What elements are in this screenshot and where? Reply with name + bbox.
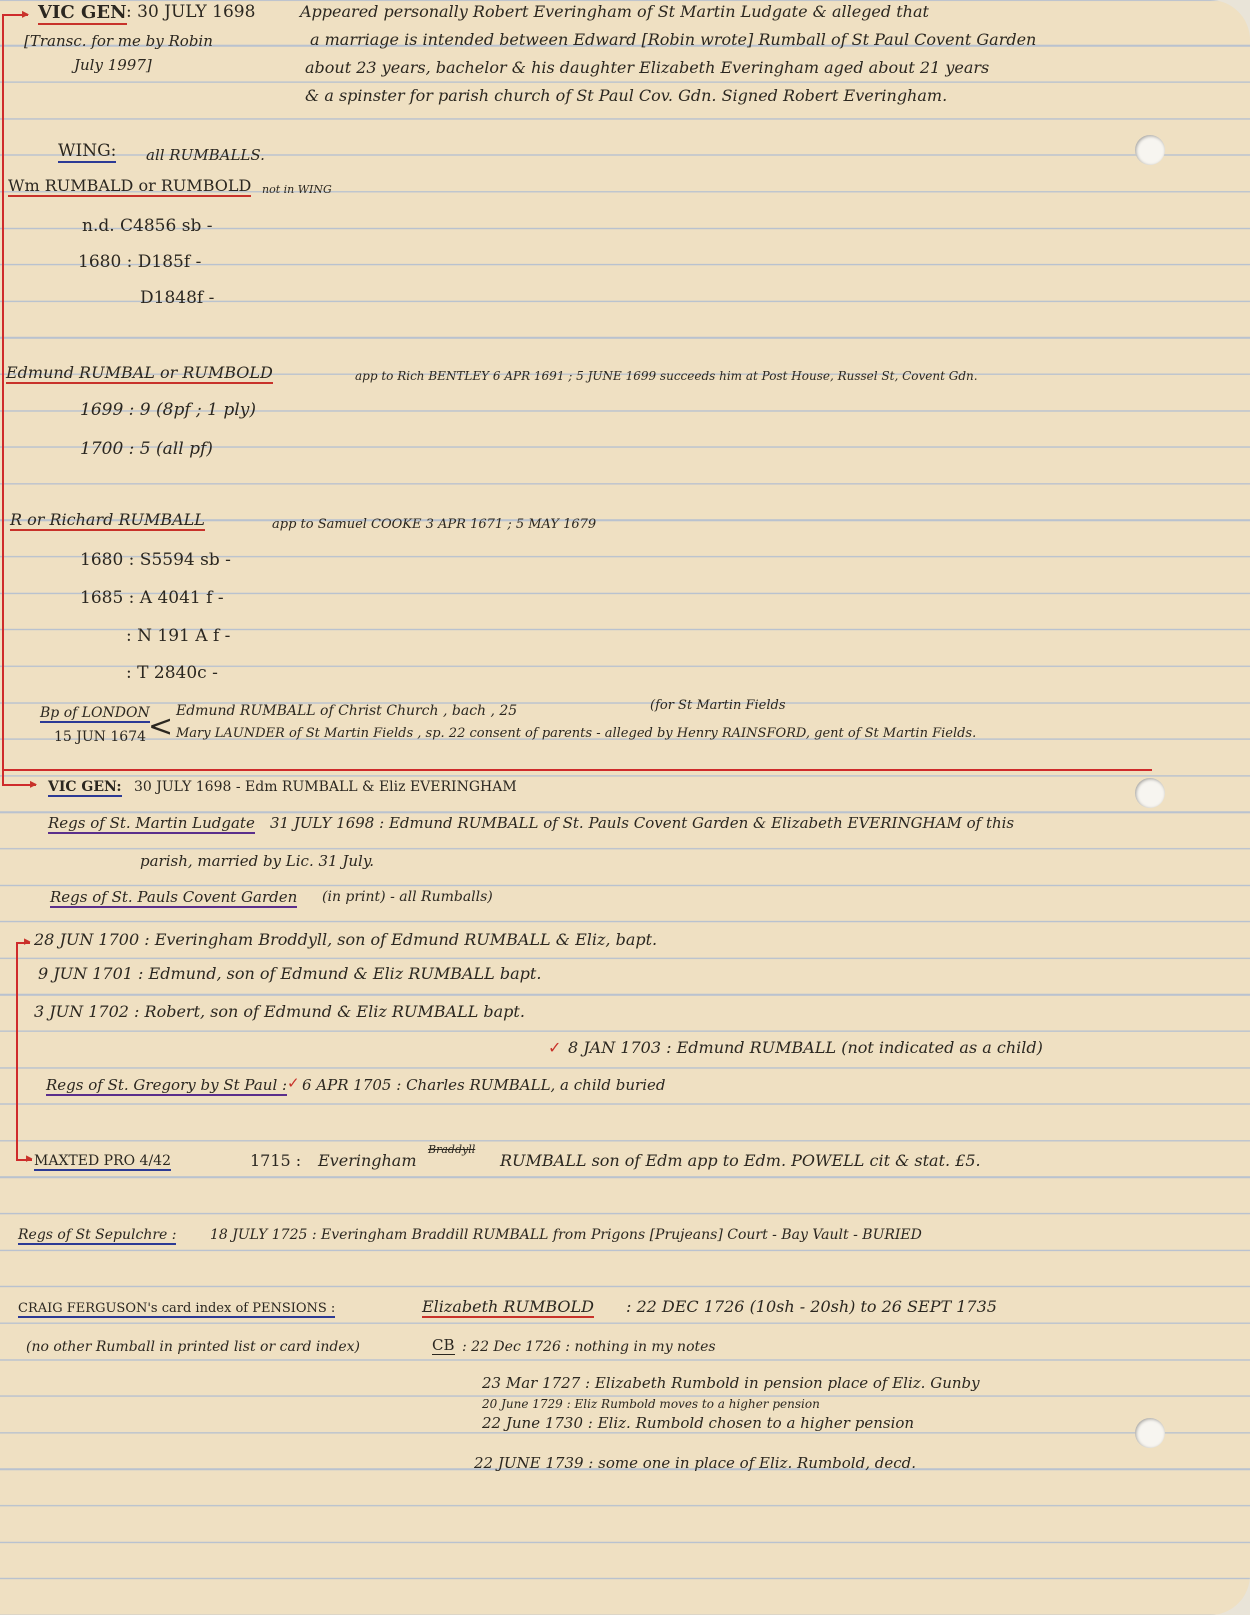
red-bracket-baptisms [16,942,18,1160]
st-martin-label: Regs of St. Martin Ludgate [48,814,255,832]
st-gregory-entry: 6 APR 1705 : Charles RUMBALL, a child buried [302,1076,666,1094]
richard-rumball-name: R or Richard RUMBALL [10,510,205,529]
richard-rumball-entry-3: : N 191 A f - [126,626,231,646]
bp-london-bride: Mary LAUNDER of St Martin Fields , sp. 22 consent of parents - alleged by Henry RAINSFORD, gent of St Martin Fields. [176,726,977,741]
allegation-text-line4: & a spinster for parish church of St Paul Cov. Gdn. Signed Robert Everingham. [305,86,948,105]
red-arrow-right-icon: ▸ [30,776,38,792]
red-arrow-right-icon: ▸ [24,934,31,949]
richard-rumball-note: app to Samuel COOKE 3 APR 1671 ; 5 MAY 1679 [272,517,597,532]
check-mark-icon: ✓ [287,1074,300,1092]
vic-gen-marriage-label: VIC GEN: [48,779,122,795]
pensions-note: (no other Rumball in printed list or card index) [26,1339,360,1355]
st-pauls-baptism-1: 28 JUN 1700 : Everingham Broddyll, son of Edmund RUMBALL & Eliz, bapt. [34,930,658,949]
richard-rumball-entry-4: : T 2840c - [126,663,218,683]
edmund-rumbal-name: Edmund RUMBAL or RUMBOLD [6,363,273,382]
wm-rumbald-entry-3: D1848f - [140,288,215,308]
pension-entry-4: 22 JUNE 1739 : some one in place of Eliz. Rumbold, decd. [474,1454,916,1472]
allegation-text-line3: about 23 years, bachelor & his daughter Elizabeth Everingham aged about 21 years [305,58,990,77]
wm-rumbald-note: not in WING [262,183,332,196]
st-pauls-label: Regs of St. Pauls Covent Garden [50,888,298,906]
wm-rumbald-entry-1: n.d. C4856 sb - [82,216,213,236]
st-gregory-label: Regs of St. Gregory by St Paul : [46,1076,288,1094]
transcription-note-line1: [Transc. for me by Robin [24,32,213,50]
richard-rumball-entry-2: 1685 : A 4041 f - [80,588,224,608]
st-sepulchre-entry: 18 JULY 1725 : Everingham Braddill RUMBALL from Prigons [Prujeans] Court - Bay Vault - BURIED [210,1227,922,1243]
richard-rumball-entry-1: 1680 : S5594 sb - [80,550,231,570]
maxted-struck-name: Braddyll [428,1143,476,1156]
punch-hole-top [1135,135,1165,165]
st-pauls-baptism-2: 9 JUN 1701 : Edmund, son of Edmund & Eliz RUMBALL bapt. [38,964,542,983]
allegation-text-line2: a marriage is intended between Edward [Robin wrote] Rumball of St Paul Covent Garden [310,30,1037,49]
check-mark-icon: ✓ [548,1038,562,1057]
wing-note: all RUMBALLS. [146,146,265,164]
pensions-label: CRAIG FERGUSON's card index of PENSIONS : [18,1301,336,1316]
bp-london-label: Bp of LONDON [40,705,150,721]
red-divider-line [2,769,1152,771]
red-arrow-right-icon: ▸ [26,1151,33,1166]
bp-london-brace: < [148,709,174,744]
edmund-rumbal-entry-2: 1700 : 5 (all pf) [80,439,213,459]
bp-london-date: 15 JUN 1674 [54,729,147,745]
st-martin-entry-line2: parish, married by Lic. 31 July. [140,852,375,870]
st-martin-entry-line1: 31 JULY 1698 : Edmund RUMBALL of St. Pauls Covent Garden & Elizabeth EVERINGHAM of this [270,814,1015,832]
st-pauls-burial: 8 JAN 1703 : Edmund RUMBALL (not indicated as a child) [568,1038,1043,1057]
cb-label: CB [432,1336,455,1354]
pension-entry-2: 20 June 1729 : Eliz Rumbold moves to a higher pension [482,1397,820,1411]
maxted-entry-part-a: Everingham [318,1151,417,1170]
vic-gen-date: : 30 JULY 1698 [126,2,256,22]
edmund-rumbal-note: app to Rich BENTLEY 6 APR 1691 ; 5 JUNE 1699 succeeds him at Post House, Russel St, Covent Gdn. [355,369,978,383]
pension-entry-1: 23 Mar 1727 : Elizabeth Rumbold in pension place of Eliz. Gunby [482,1374,980,1392]
st-pauls-note: (in print) - all Rumballs) [322,889,493,905]
transcription-note-line2: July 1997] [74,56,152,74]
wm-rumbald-name: Wm RUMBALD or RUMBOLD [8,176,252,195]
edmund-rumbal-entry-1: 1699 : 9 (8pf ; 1 ply) [80,400,256,420]
vic-gen-heading: VIC GEN [38,2,127,23]
bp-london-groom-note: (for St Martin Fields [650,698,786,713]
bp-london-groom: Edmund RUMBALL of Christ Church , bach , 25 [176,703,518,719]
red-connector-to-vic-gen [2,770,4,784]
maxted-year: 1715 : [250,1151,302,1170]
maxted-label: MAXTED PRO 4/42 [34,1153,171,1169]
allegation-text-line1: Appeared personally Robert Everingham of St Martin Ludgate & alleged that [300,2,929,21]
wm-rumbald-entry-2: 1680 : D185f - [78,252,202,272]
cb-entry: : 22 Dec 1726 : nothing in my notes [462,1339,716,1355]
vic-gen-marriage-text: 30 JULY 1698 - Edm RUMBALL & Eliz EVERINGHAM [134,779,517,795]
st-pauls-baptism-3: 3 JUN 1702 : Robert, son of Edmund & Eliz RUMBALL bapt. [34,1002,525,1021]
maxted-entry-part-b: RUMBALL son of Edm app to Edm. POWELL cit & stat. £5. [500,1151,981,1170]
pension-entry-3: 22 June 1730 : Eliz. Rumbold chosen to a higher pension [482,1414,915,1432]
red-arrow-right-icon: ▸ [22,6,30,22]
wing-label: WING: [58,141,117,161]
pensions-name: Elizabeth RUMBOLD [422,1297,594,1316]
st-sepulchre-label: Regs of St Sepulchre : [18,1227,177,1243]
punch-hole-middle [1135,778,1165,808]
red-bracket-vertical [2,14,4,770]
punch-hole-bottom [1135,1418,1165,1448]
pensions-entry: : 22 DEC 1726 (10sh - 20sh) to 26 SEPT 1735 [626,1297,997,1316]
